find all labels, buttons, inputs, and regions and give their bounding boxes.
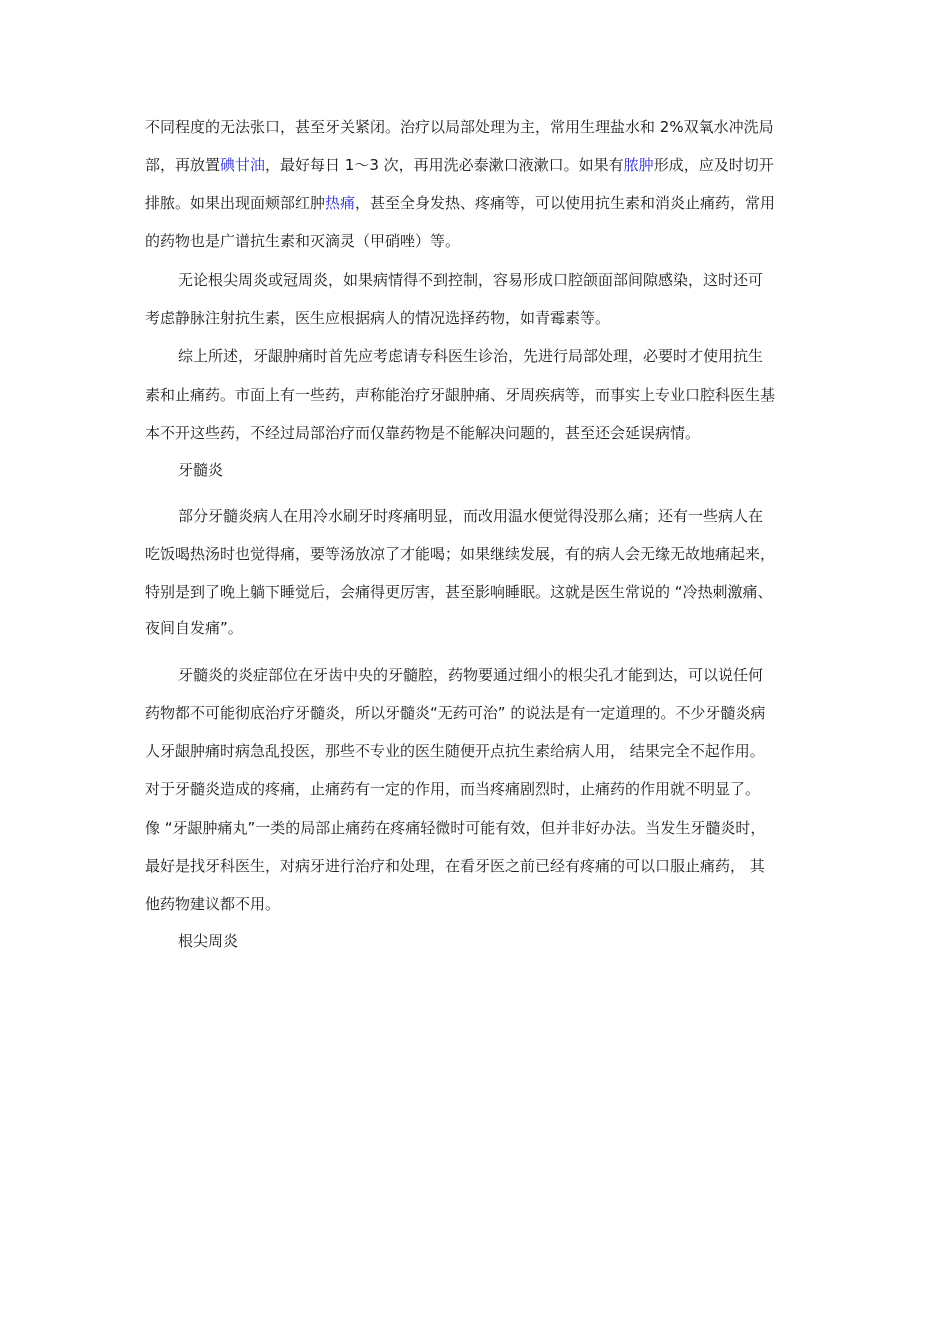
text-line: 像 “牙龈肿痛丸”一类的局部止痛药在疼痛轻微时可能有效，但并非好办法。当发生牙髓炎时，	[145, 819, 766, 837]
text-line: 人牙龈肿痛时病急乱投医，那些不专业的医生随便开点抗生素给病人用， 结果完全不起作用。	[145, 742, 765, 760]
link-iodine-glycerin[interactable]: 碘甘油	[220, 156, 266, 174]
text-line: 最好是找牙科医生，对病牙进行治疗和处理，在看牙医之前已经有疼痛的可以口服止痛药， 其	[145, 857, 765, 875]
paragraph-line: 部分牙髓炎病人在用冷水刷牙时疼痛明显，而改用温水便觉得没那么痛；还有一些病人在	[178, 507, 764, 525]
text-line: 本不开这些药，不经过局部治疗而仅靠药物是不能解决问题的，甚至还会延误病情。	[145, 424, 701, 442]
text-line: 素和止痛药。市面上有一些药，声称能治疗牙龈肿痛、牙周疾病等，而事实上专业口腔科医生基	[145, 386, 776, 404]
paragraph-line: 牙髓炎的炎症部位在牙齿中央的牙髓腔，药物要通过细小的根尖孔才能到达，可以说任何	[178, 666, 764, 684]
text-line: 对于牙髓炎造成的疼痛，止痛药有一定的作用，而当疼痛剧烈时，止痛药的作用就不明显了。	[145, 780, 761, 798]
text-line: 夜间自发痛”。	[145, 619, 243, 637]
text-line: 的药物也是广谱抗生素和灭滴灵（甲硝唑）等。	[145, 232, 461, 250]
section-heading: 根尖周炎	[178, 932, 239, 950]
paragraph-line: 综上所述，牙龈肿痛时首先应考虑请专科医生诊治，先进行局部处理，必要时才使用抗生	[178, 347, 764, 365]
link-hot-pain[interactable]: 热痛	[325, 194, 356, 212]
text-line: 不同程度的无法张口，甚至牙关紧闭。治疗以局部处理为主，常用生理盐水和 2%双氧水冲洗局	[145, 118, 774, 136]
section-heading: 牙髓炎	[178, 461, 224, 479]
text-line: 药物都不可能彻底治疗牙髓炎，所以牙髓炎“无药可治” 的说法是有一定道理的。不少牙髓炎病	[145, 704, 766, 722]
text-line: 吃饭喝热汤时也觉得痛，要等汤放凉了才能喝；如果继续发展，有的病人会无缘无故地痛起来，	[145, 545, 776, 563]
paragraph-line: 无论根尖周炎或冠周炎，如果病情得不到控制，容易形成口腔颌面部间隙感染，这时还可	[178, 271, 764, 289]
text-line: 他药物建议都不用。	[145, 895, 281, 913]
link-abscess[interactable]: 脓肿	[623, 156, 654, 174]
text-line: 特别是到了晚上躺下睡觉后，会痛得更厉害，甚至影响睡眠。这就是医生常说的 “冷热刺激痛、	[145, 583, 773, 601]
text-line: 排脓。如果出现面颊部红肿热痛，甚至全身发热、疼痛等，可以使用抗生素和消炎止痛药，常用	[145, 194, 776, 212]
text-line: 考虑静脉注射抗生素，医生应根据病人的情况选择药物，如青霉素等。	[145, 309, 611, 327]
text-line: 部，再放置碘甘油，最好每日 1～3 次，再用洗必泰漱口液漱口。如果有脓肿形成，应及时切开	[145, 156, 774, 174]
